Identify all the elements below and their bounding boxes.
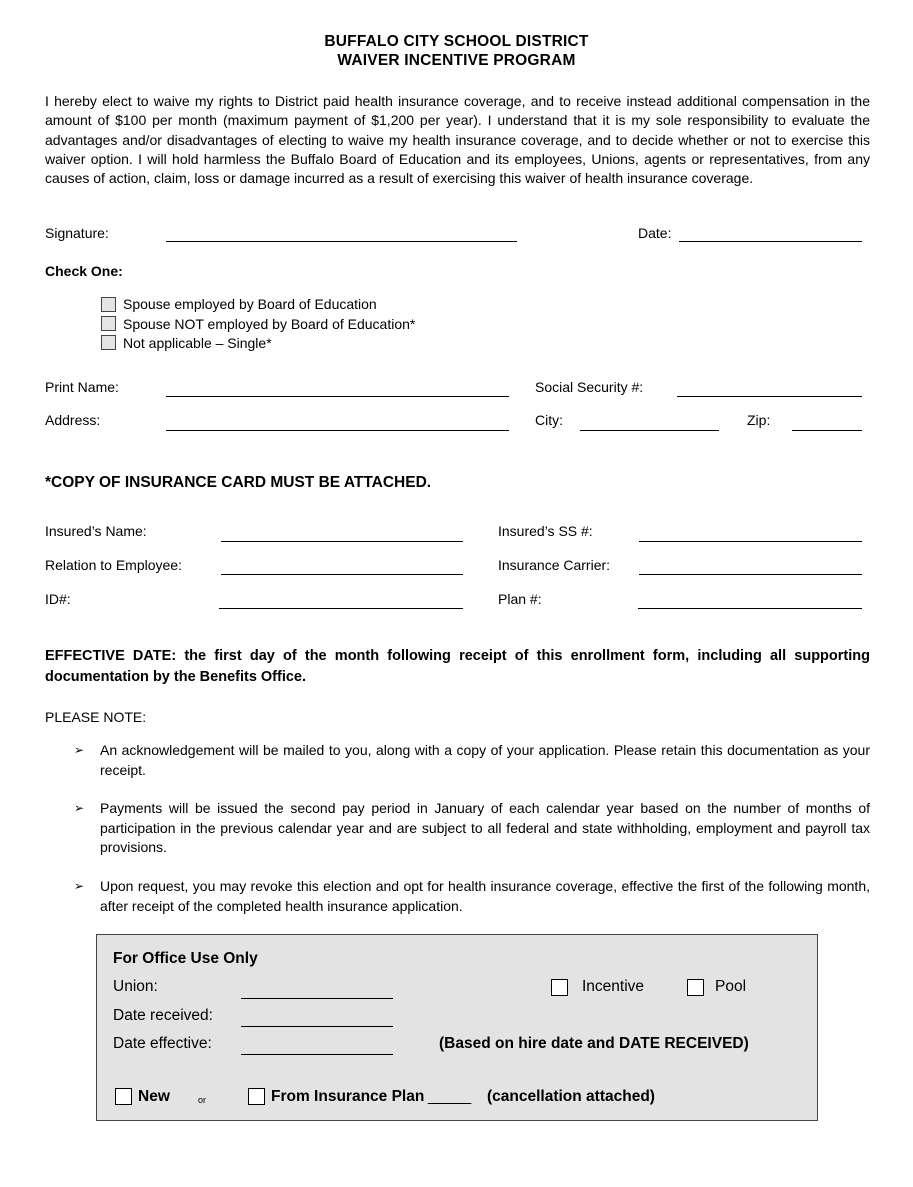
effective-date-text: EFFECTIVE DATE: the first day of the month following receipt of this enrollment form, including all supporting documentation by the Benefits Office.: [45, 648, 870, 685]
date-label: Date:: [638, 225, 672, 241]
cancellation-note: (cancellation attached): [487, 1088, 655, 1105]
office-use-heading: For Office Use Only: [113, 950, 258, 967]
insured-name-field[interactable]: [221, 541, 463, 542]
print-name-field[interactable]: [166, 396, 509, 397]
zip-field[interactable]: [792, 430, 862, 431]
bullet-icon: ➢: [74, 801, 85, 815]
city-label: City:: [535, 412, 563, 428]
relation-label: Relation to Employee:: [45, 557, 182, 573]
please-note-heading: PLEASE NOTE:: [45, 709, 147, 725]
date-effective-label: Date effective:: [113, 1035, 212, 1052]
plan-label: Plan #:: [498, 591, 542, 607]
plan-field[interactable]: [638, 608, 862, 609]
city-field[interactable]: [580, 430, 719, 431]
zip-label: Zip:: [747, 412, 771, 428]
signature-label: Signature:: [45, 225, 109, 241]
intro-paragraph: I hereby elect to waive my rights to District paid health insurance coverage, and to receive instead additional compensation in the amount of $100 per month (maximum payment of $1,200 per year). I understand that it is my sole responsibility to evaluate the advantages and/or disadvantages of electing to waive my health insurance coverage, and to decide whether or not to exercise this waiver option. I will hold harmless the Buffalo Board of Education and its employees, Unions, agents or representatives, from any causes of action, claim, loss or damage incurred as a result of exercising this waiver of health insurance coverage.: [45, 93, 870, 187]
incentive-label: Incentive: [582, 978, 645, 995]
carrier-field[interactable]: [639, 574, 862, 575]
not-applicable-checkbox[interactable]: [101, 335, 116, 350]
ssn-field[interactable]: [677, 396, 862, 397]
insured-ss-field[interactable]: [639, 541, 862, 542]
signature-field[interactable]: [166, 241, 517, 242]
pool-label: Pool: [715, 978, 747, 995]
note-item: Upon request, you may revoke this election and opt for health insurance coverage, effective the first of the following month, after receipt of the completed health insurance application.: [100, 878, 870, 914]
union-label: Union:: [113, 978, 158, 995]
plan-blank-field[interactable]: _____: [428, 1088, 472, 1105]
carrier-label: Insurance Carrier:: [498, 557, 611, 573]
address-label: Address:: [45, 412, 101, 428]
based-on-note: (Based on hire date and DATE RECEIVED): [439, 1035, 749, 1052]
spouse-employed-label: Spouse employed by Board of Education: [123, 296, 377, 312]
check-one-heading: Check One:: [45, 263, 123, 279]
date-field[interactable]: [679, 241, 862, 242]
insured-name-label: Insured’s Name:: [45, 523, 147, 539]
program-title: WAIVER INCENTIVE PROGRAM: [337, 52, 576, 69]
spouse-not-employed-label: Spouse NOT employed by Board of Education*: [123, 316, 416, 332]
new-checkbox[interactable]: [115, 1088, 132, 1105]
date-received-field[interactable]: [241, 1026, 393, 1027]
not-applicable-label: Not applicable – Single*: [123, 335, 272, 351]
ssn-label: Social Security #:: [535, 379, 644, 395]
note-item: Payments will be issued the second pay period in January of each calendar year based on the number of months of participation in the previous calendar year and are subject to all federal and state withholding, employment and payroll tax provisions.: [100, 800, 870, 855]
from-plan-checkbox[interactable]: [248, 1088, 265, 1105]
new-label: New: [138, 1088, 170, 1105]
spouse-employed-checkbox[interactable]: [101, 297, 116, 312]
union-field[interactable]: [241, 998, 393, 999]
note-item: An acknowledgement will be mailed to you, along with a copy of your application. Please retain this documentation as your receipt.: [100, 742, 870, 778]
insured-ss-label: Insured’s SS #:: [498, 523, 593, 539]
district-title: BUFFALO CITY SCHOOL DISTRICT: [324, 33, 589, 50]
id-field[interactable]: [219, 608, 463, 609]
from-plan-label: From Insurance Plan: [271, 1088, 425, 1105]
insurance-card-notice: *COPY OF INSURANCE CARD MUST BE ATTACHED.: [45, 474, 432, 491]
id-label: ID#:: [45, 591, 71, 607]
date-received-label: Date received:: [113, 1007, 213, 1024]
relation-field[interactable]: [221, 574, 463, 575]
pool-checkbox[interactable]: [687, 979, 704, 996]
office-use-box: [96, 934, 818, 1121]
or-label: or: [198, 1095, 207, 1105]
address-field[interactable]: [166, 430, 509, 431]
bullet-icon: ➢: [74, 743, 85, 757]
date-effective-field[interactable]: [241, 1054, 393, 1055]
spouse-not-employed-checkbox[interactable]: [101, 316, 116, 331]
print-name-label: Print Name:: [45, 379, 119, 395]
bullet-icon: ➢: [74, 879, 85, 893]
incentive-checkbox[interactable]: [551, 979, 568, 996]
